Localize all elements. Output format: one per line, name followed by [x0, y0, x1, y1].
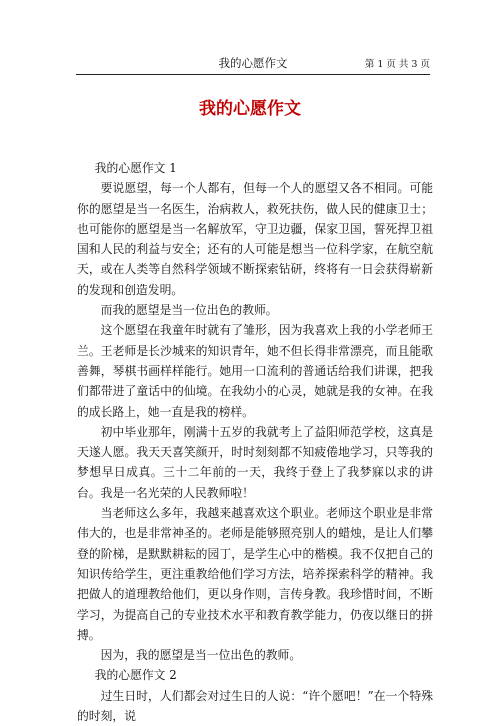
section-heading: 我的心愿作文 2 [94, 668, 177, 683]
page-indicator: 第 1 页 共 3 页 [364, 59, 430, 70]
paragraph: 当老师这么多年，我越来越喜欢这个职业。老师这个职业是非常伟大的，也是非常神圣的。老师是能够照亮别人的蜡烛，是让人们攀登的阶梯，是默默耕耘的园丁，是学生心中的楷模。我不仅把自己的知识传给学生，更注重教给他们学习方法，培养探索科学的精神。我把做人的道理教给他们，更以身作则，言传身教。我珍惜时间，不断学习，为提高自己的专业技术水平和教育教学能力，仍夜以继日的拼搏。 [77, 506, 433, 642]
paragraph: 要说愿望，每一个人都有，但每一个人的愿望又各不相同。可能你的愿望是当一名医生，治病救人，救死扶伤，做人民的健康卫士；也可能你的愿望是当一名解放军，守卫边疆，保家卫国，誓死捍卫祖国和人民的利益与安全；还有的人可能是想当一位科学家，在航空航天，或在人类等自然科学领域不断探索钻研，终将有一日会获得崭新的发现和创造发明。 [77, 181, 433, 297]
paragraph: 因为，我的愿望是当一位出色的教师。 [100, 648, 302, 663]
document-body [77, 158, 433, 726]
document-title: 我的心愿作文 [199, 99, 301, 119]
paragraph: 过生日时，人们都会对过生日的人说：“许个愿吧！”在一个特殊的时刻，说 [77, 688, 433, 724]
header-divider [76, 74, 430, 75]
paragraph: 而我的愿望是当一位出色的教师。 [100, 303, 278, 318]
page-header [76, 56, 430, 74]
header-title: 我的心愿作文 [218, 56, 288, 70]
paragraph: 这个愿望在我童年时就有了雏形，因为我喜欢上我的小学老师王兰。王老师是长沙城来的知识青年，她不但长得非常漂亮，而且能歌善舞，琴棋书画样样能行。她用一口流利的普通话给我们讲课，把我们都带进了童话中的仙境。在我幼小的心灵，她就是我的女神。在我的成长路上，她一直是我的榜样。 [77, 323, 433, 419]
section-heading: 我的心愿作文 1 [94, 161, 177, 175]
paragraph: 初中毕业那年，刚满十五岁的我就考上了益阳师范学校，这真是天遂人愿。我天天喜笑颜开，时时刻刻都不知疲倦地学习，只等我的梦想早日成真。三十二年前的一天，我终于登上了我梦寐以求的讲台。我是一名光荣的人民教师啦！ [77, 424, 433, 500]
